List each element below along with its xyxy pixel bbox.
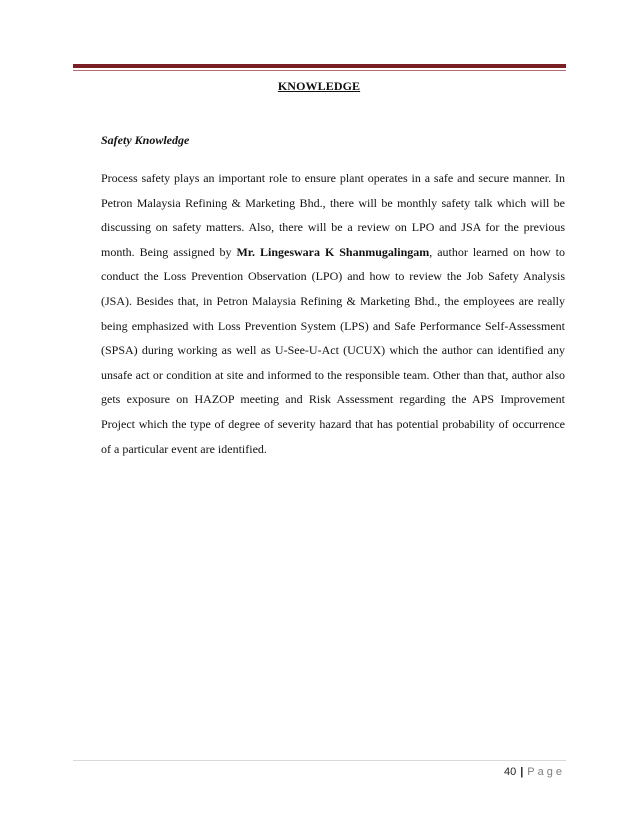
paragraph-part-2: , author learned on how to conduct the Loss Prevention Observation (LPO) and how to review the Job Safety Analysis (JSA). Besides that, in Petron Malaysia Refining & Marketing Bhd., the employees are really being emphasized with Loss Prevention System (LPS) and Safe Performance Self-Assessment (SPSA) during working as well as U-See-U-Act (UCUX) which the author can identified any unsafe act or condition at site and informed to the responsible team. Other than that, author also gets exposure on HAZOP meeting and Risk Assessment regarding the APS Improvement Project which the type of degree of severity hazard that has potential probability of occurrence of a particular event are identified.: [101, 244, 565, 456]
header-rule-thin: [73, 70, 566, 71]
section-title: KNOWLEDGE: [277, 79, 361, 93]
page-footer: [504, 766, 565, 778]
page-number: 40: [503, 766, 517, 778]
body-paragraph: [101, 166, 565, 461]
page-separator: |: [520, 766, 524, 778]
author-name: Mr. Lingeswara K Shanmugalingam: [236, 244, 430, 259]
subheading: Safety Knowledge: [101, 133, 190, 147]
footer-rule: [73, 760, 566, 761]
paragraph-part-1: Process safety plays an important role to ensure plant operates in a safe and secure manner. In Petron Malaysia Refining & Marketing Bhd., there will be monthly safety talk which will be discussing on safety matters. Also, there will be a review on LPO and JSA for the previous month. Being assigned by: [101, 171, 565, 259]
header-rule: [73, 64, 566, 68]
page-label: Page: [527, 766, 565, 778]
